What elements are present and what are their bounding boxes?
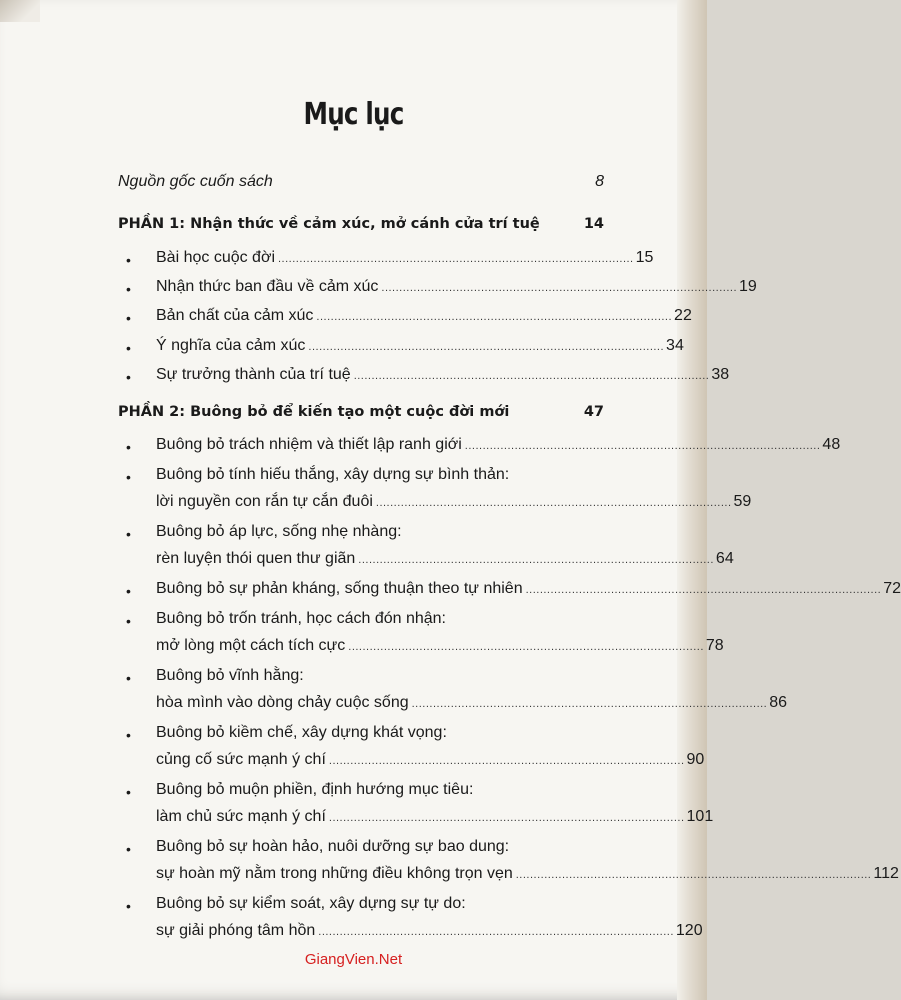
toc-entry-label: Buông bỏ vĩnh hằng: — [156, 667, 304, 684]
toc-page-number: 8 — [595, 173, 604, 190]
toc-page-number: 48 — [822, 436, 841, 453]
toc-page-number: 22 — [674, 307, 692, 324]
bullet-icon: • — [126, 784, 131, 800]
toc-leader: .................................................................................................... — [278, 253, 634, 265]
toc-entry-label: Nhận thức ban đầu về cảm xúc — [156, 278, 379, 295]
toc-line — [156, 808, 714, 834]
toc-page-number: 78 — [705, 637, 724, 654]
toc-leader: .................................................................................................... — [353, 370, 710, 382]
watermark: GiangVien.Net — [304, 951, 403, 968]
toc-entry-label: hòa mình vào dòng chảy cuộc sống — [156, 694, 409, 711]
toc-entry-label: Buông bỏ muộn phiền, định hướng mục tiêu: — [156, 781, 474, 798]
toc-entry-label: lời nguyền con rắn tự cắn đuôi — [156, 493, 373, 510]
toc-entry-label: làm chủ sức mạnh ý chí — [156, 808, 326, 825]
toc-entry-label: Bản chất của cảm xúc — [156, 307, 314, 324]
toc-entry-label: củng cố sức mạnh ý chí — [156, 751, 326, 768]
toc-line — [156, 278, 757, 304]
toc-line — [156, 637, 724, 663]
toc-page-number: 120 — [675, 922, 703, 939]
toc-line — [156, 751, 705, 777]
toc-line — [156, 366, 730, 392]
toc-page-number: 64 — [715, 550, 734, 567]
toc-page-number: 86 — [769, 694, 788, 711]
toc-leader: .................................................................................................... — [525, 584, 882, 596]
toc-line — [156, 694, 788, 720]
toc-entry-label: sự giải phóng tâm hồn — [156, 922, 316, 939]
toc-page-number: 90 — [686, 751, 705, 768]
bullet-icon: • — [126, 439, 131, 455]
bullet-icon: • — [126, 898, 131, 914]
toc-entry-label: Nguồn gốc cuốn sách — [118, 173, 273, 190]
toc-leader: .................................................................................................... — [308, 341, 665, 353]
bullet-icon: • — [126, 252, 131, 268]
toc-entry-label: Bài học cuộc đời — [156, 249, 275, 266]
toc-page-number: 47 — [583, 404, 604, 420]
toc-leader: .................................................................................................... — [464, 440, 821, 452]
page-corner — [0, 0, 40, 22]
toc-line — [156, 838, 604, 864]
toc-line — [156, 307, 692, 333]
toc-leader: .................................................................................................... — [358, 554, 714, 566]
toc-line — [156, 249, 654, 275]
bullet-icon: • — [126, 281, 131, 297]
toc-entry-label: rèn luyện thói quen thư giãn — [156, 550, 356, 567]
toc-entry-label: sự hoàn mỹ nằm trong những điều không trọn vẹn — [156, 865, 513, 882]
toc-line — [156, 865, 899, 891]
toc-page-number: 72 — [883, 580, 901, 597]
toc-page-number: 15 — [635, 249, 654, 266]
toc-line — [156, 493, 752, 519]
toc-leader: .................................................................................................... — [328, 755, 685, 767]
toc-line — [156, 337, 684, 363]
toc-line — [156, 523, 604, 549]
toc-leader: .................................................................................................... — [411, 698, 768, 710]
toc-entry-label: Buông bỏ sự hoàn hảo, nuôi dưỡng sự bao dung: — [156, 838, 510, 855]
toc-leader: .................................................................................................... — [328, 812, 685, 824]
toc-line — [156, 466, 604, 492]
toc-entry-label: Buông bỏ tính hiếu thắng, xây dựng sự bình thản: — [156, 466, 510, 483]
toc-page-number: 14 — [583, 216, 604, 232]
toc-entry-label: Buông bỏ áp lực, sống nhẹ nhàng: — [156, 523, 402, 540]
toc-entry-label: Buông bỏ trách nhiệm và thiết lập ranh giới — [156, 436, 462, 453]
toc-entry-intro — [118, 173, 604, 199]
toc-line — [156, 667, 604, 693]
toc-leader: .................................................................................................... — [375, 497, 732, 509]
toc-leader: .................................................................................................... — [515, 869, 872, 881]
toc-line — [156, 781, 604, 807]
toc-line — [156, 610, 604, 636]
toc-line — [156, 895, 604, 921]
bullet-icon: • — [126, 310, 131, 326]
bullet-icon: • — [126, 526, 131, 542]
bullet-icon: • — [126, 340, 131, 356]
toc-leader: .................................................................................................... — [381, 282, 738, 294]
toc-leader: .................................................................................................... — [318, 926, 674, 938]
toc-entry-label: Buông bỏ sự kiểm soát, xây dựng sự tự do: — [156, 895, 466, 912]
toc-page-number: 19 — [739, 278, 757, 295]
toc-line — [156, 724, 604, 750]
bullet-icon: • — [126, 613, 131, 629]
toc-line — [156, 550, 734, 576]
toc-line — [156, 580, 901, 606]
bullet-icon: • — [126, 369, 131, 385]
toc-entry-label: Buông bỏ kiềm chế, xây dựng khát vọng: — [156, 724, 447, 741]
toc-part-label: PHẦN 2: Buông bỏ để kiến tạo một cuộc đời mới — [118, 404, 510, 420]
toc-line — [156, 436, 841, 462]
toc-entry-label: mở lòng một cách tích cực — [156, 637, 346, 654]
toc-entry-label: Buông bỏ sự phản kháng, sống thuận theo tự nhiên — [156, 580, 523, 597]
bullet-icon: • — [126, 670, 131, 686]
bullet-icon: • — [126, 727, 131, 743]
bullet-icon: • — [126, 469, 131, 485]
toc-entry-label: Sự trưởng thành của trí tuệ — [156, 366, 351, 383]
toc-part-2-heading — [118, 404, 604, 430]
toc-page-number: 101 — [686, 808, 714, 825]
page-title: Mục lục — [303, 97, 404, 132]
toc-part-label: PHẦN 1: Nhận thức về cảm xúc, mở cánh cửa trí tuệ — [118, 216, 540, 232]
toc-page-number: 34 — [666, 337, 684, 354]
toc-page-number: 38 — [711, 366, 730, 383]
toc-entry-label: Ý nghĩa của cảm xúc — [156, 337, 306, 354]
toc-part-1-heading — [118, 216, 604, 242]
toc-page-number: 112 — [873, 865, 899, 882]
toc-line — [156, 922, 703, 948]
toc-leader: .................................................................................................... — [348, 641, 704, 653]
toc-leader: .................................................................................................... — [316, 311, 673, 323]
bullet-icon: • — [126, 841, 131, 857]
toc-entry-label: Buông bỏ trốn tránh, học cách đón nhận: — [156, 610, 446, 627]
toc-page-number: 59 — [733, 493, 752, 510]
bullet-icon: • — [126, 583, 131, 599]
